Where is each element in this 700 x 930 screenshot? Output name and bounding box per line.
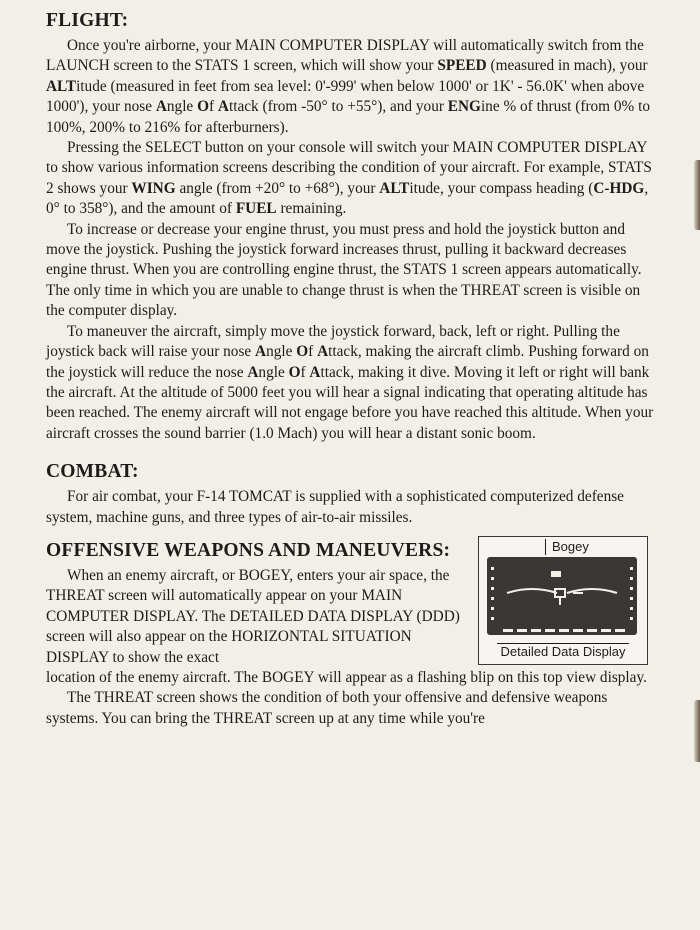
combat-heading: COMBAT:	[46, 461, 139, 483]
text-run: ttack, making it dive. Moving it left or right will bank the aircraft. At the altitude of 5000 feet you will hear a signal indicating that operating altitude has been reached. The enemy aircraft will not engage before you have reached this altitude. When your aircraft crosses the sound barrier (1.0 Mach) you will hear a distant sonic boom.	[46, 363, 654, 442]
text-run: remaining.	[276, 200, 347, 218]
text-run: To increase or decrease your engine thrust, you must press and hold the joystick button and move the joystick. Pushing the joystick forward increases thrust, pulling it backward decreases engine thrust. When you are controlling engine thrust, the STATS 1 screen appears automatically. The only time in which you are unable to change thrust is when the THREAT screen is visible on the computer display.	[46, 220, 642, 320]
text-run: f	[208, 98, 218, 116]
text-run: When an enemy aircraft, or BOGEY, enters your air space, the THREAT screen will automatically appear on your MAIN COMPUTER DISPLAY. The DETAILED DATA DISPLAY (DDD) screen will also appear on the HORIZONTAL SITUATION DISPLAY to show the exact	[46, 566, 460, 666]
text-run: ine % of thrust (from 0% to 100%, 200% to 216% for afterburners).	[46, 98, 651, 136]
text-run: O	[288, 363, 301, 381]
text-run: ALT	[379, 179, 410, 197]
text-run: itude (measured in feet from sea level: 0'-999' when below 1000' or 1K' - 56.0K' when above 1000'), your nose	[46, 77, 645, 116]
offensive-heading: OFFENSIVE WEAPONS AND MANEUVERS:	[46, 539, 451, 561]
text-run: FUEL	[235, 200, 277, 218]
text-run: SPEED	[437, 57, 487, 75]
ddd-caption: Detailed Data Display	[497, 643, 628, 659]
text-run: A	[247, 363, 259, 381]
binding-edge	[694, 160, 700, 230]
text-run: ttack, making the aircraft climb. Pushing forward on the joystick will reduce the nose	[46, 343, 649, 381]
text-run: A	[255, 343, 267, 361]
text-run: A	[309, 363, 321, 381]
text-run: A	[317, 343, 329, 361]
text-run: WING	[131, 179, 176, 197]
text-run: ngle	[258, 363, 289, 381]
offensive-paragraph-1-continued	[46, 668, 658, 688]
text-run: To maneuver the aircraft, simply move the joystick forward, back, left or right. Pulling the joystick back will raise your nose	[46, 322, 620, 361]
offensive-paragraph-2	[46, 688, 658, 729]
flight-paragraph-1	[46, 36, 658, 138]
bogey-label: Bogey	[545, 539, 589, 555]
text-run: f	[308, 343, 318, 361]
text-run: ttack (from -50° to +55°), and your	[228, 98, 448, 116]
text-run: C-HDG	[593, 179, 645, 197]
offensive-paragraph-1	[46, 566, 471, 668]
text-run: Once you're airborne, your MAIN COMPUTER DISPLAY will automatically switch from the LAUNCH screen to the STATS 1 screen, which will show your	[46, 37, 644, 75]
text-run: , 0° to 358°), and the amount of	[46, 179, 649, 218]
text-run: For air combat, your F-14 TOMCAT is supplied with a sophisticated computerized defense system, machine guns, and three types of air-to-air missiles.	[46, 488, 624, 526]
text-run: A	[155, 98, 167, 116]
text-run: itude, your compass heading (	[409, 179, 594, 197]
text-run: A	[217, 98, 229, 116]
text-run: Pressing the SELECT button on your console will switch your MAIN COMPUTER DISPLAY to show various information screens describing the condition of your aircraft. For example, STATS 2 shows your	[46, 139, 652, 197]
binding-edge	[694, 700, 700, 762]
text-run: f	[300, 363, 310, 381]
text-run: ngle	[266, 343, 297, 361]
ddd-figure	[478, 536, 648, 665]
flight-paragraph-4	[46, 322, 658, 444]
text-run: angle (from +20° to +68°), your	[175, 179, 380, 197]
text-run: location of the enemy aircraft. The BOGEY will appear as a flashing blip on this top view display.	[46, 668, 647, 686]
text-run: ENG	[447, 98, 481, 116]
combat-paragraph-1	[46, 487, 658, 528]
flight-heading: FLIGHT:	[46, 10, 129, 31]
text-run: ngle	[166, 98, 198, 116]
text-run: (measured in mach), your	[486, 57, 648, 75]
text-run: O	[197, 98, 209, 116]
flight-paragraph-2	[46, 138, 658, 220]
flight-paragraph-3	[46, 220, 658, 322]
ddd-screen-illustration	[487, 557, 637, 635]
text-run: O	[296, 343, 309, 361]
offensive-section	[46, 536, 658, 668]
text-run: The THREAT screen shows the condition of both your offensive and defensive weapons systems. You can bring the THREAT screen up at any time while you're	[46, 689, 608, 727]
text-run: ALT	[46, 77, 77, 95]
manual-page	[46, 6, 658, 729]
